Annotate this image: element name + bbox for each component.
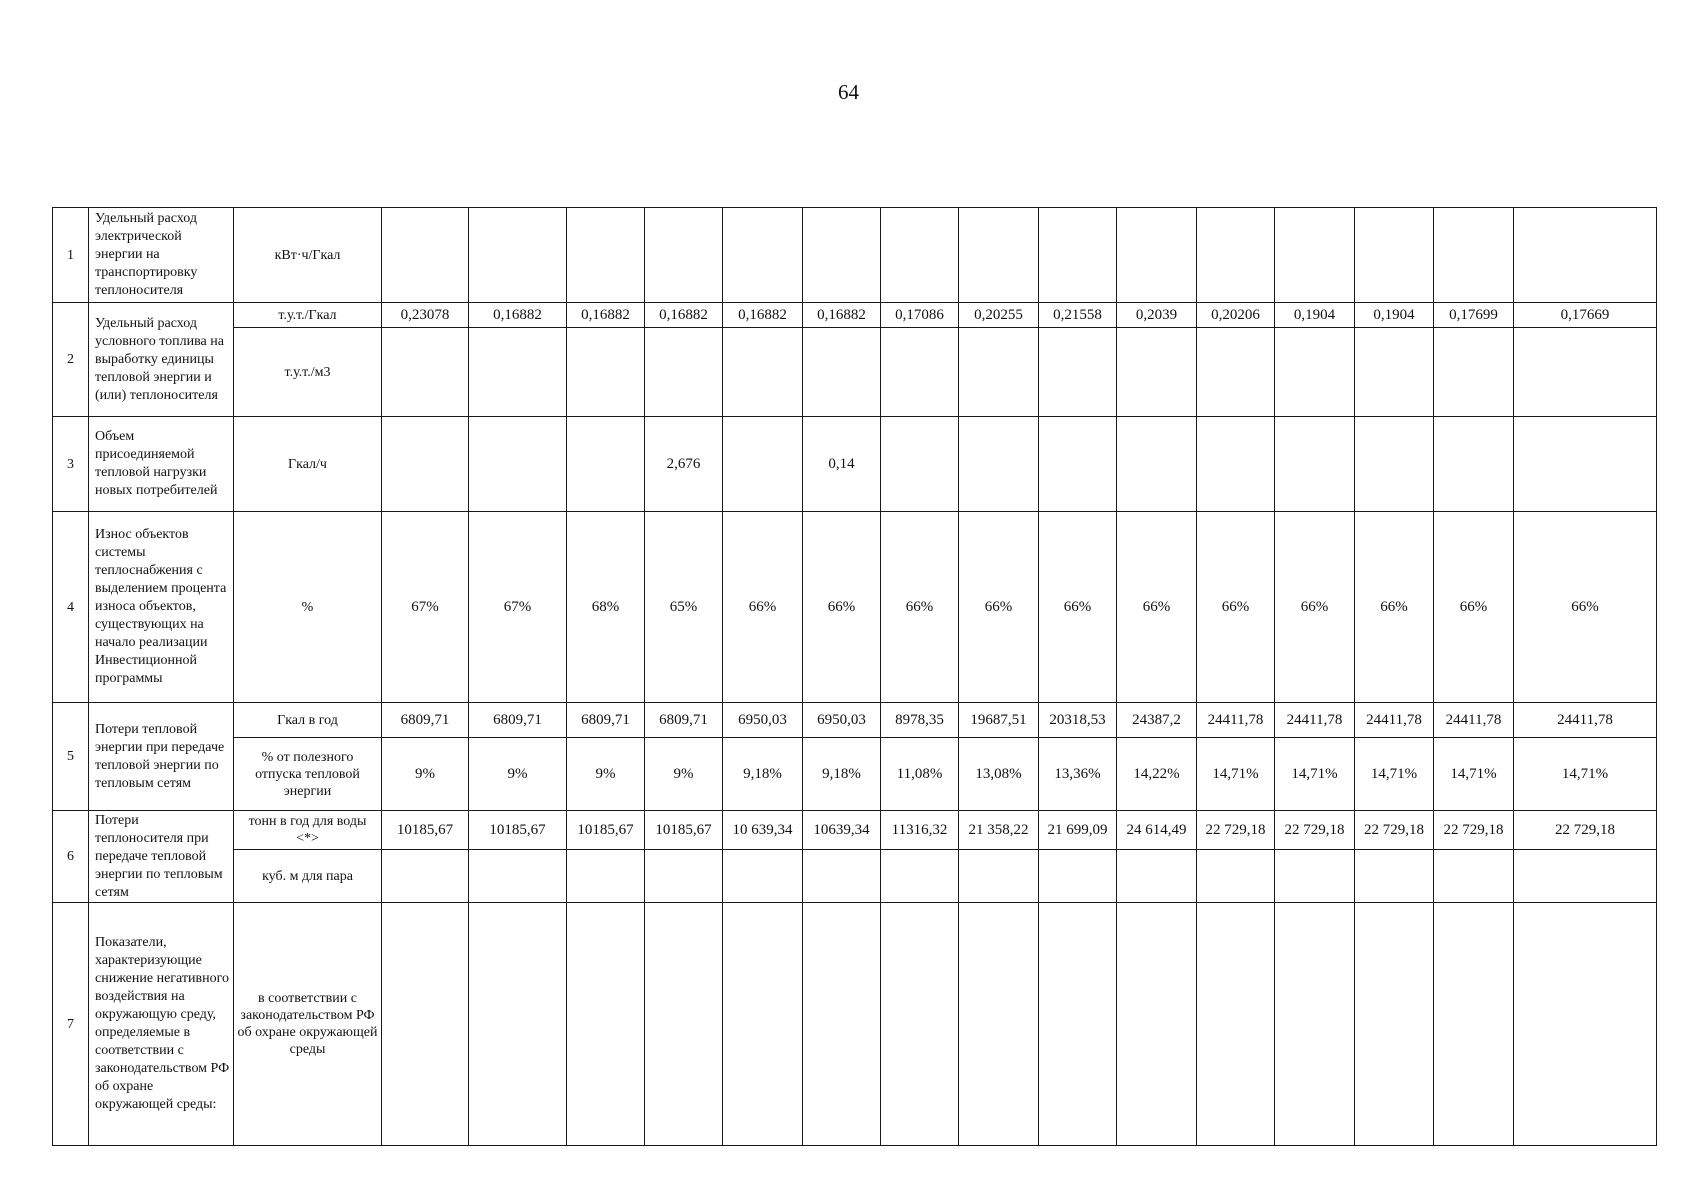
value-cell bbox=[645, 208, 723, 303]
unit-cell: Гкал/ч bbox=[234, 417, 382, 512]
value-cell bbox=[723, 328, 803, 417]
value-cell bbox=[1117, 208, 1197, 303]
value-cell: 9% bbox=[469, 738, 567, 811]
value-cell bbox=[1514, 208, 1657, 303]
value-cell: 14,71% bbox=[1275, 738, 1355, 811]
value-cell: 10185,67 bbox=[567, 811, 645, 850]
value-cell: 0,20206 bbox=[1197, 303, 1275, 328]
value-cell bbox=[1197, 328, 1275, 417]
value-cell: 0,16882 bbox=[567, 303, 645, 328]
value-cell: 11,08% bbox=[881, 738, 959, 811]
value-cell bbox=[723, 850, 803, 903]
table-row bbox=[53, 703, 1657, 738]
value-cell: 6950,03 bbox=[723, 703, 803, 738]
value-cell bbox=[382, 850, 469, 903]
value-cell: 22 729,18 bbox=[1514, 811, 1657, 850]
row-number: 5 bbox=[53, 703, 89, 811]
value-cell bbox=[1275, 850, 1355, 903]
value-cell bbox=[1039, 850, 1117, 903]
value-cell: 11316,32 bbox=[881, 811, 959, 850]
value-cell: 24411,78 bbox=[1434, 703, 1514, 738]
table-row bbox=[53, 417, 1657, 512]
value-cell bbox=[567, 328, 645, 417]
value-cell: 10185,67 bbox=[382, 811, 469, 850]
value-cell: 14,71% bbox=[1355, 738, 1434, 811]
value-cell bbox=[959, 903, 1039, 1146]
value-cell: 66% bbox=[881, 512, 959, 703]
value-cell: 21 358,22 bbox=[959, 811, 1039, 850]
indicator-name: Удельный расход электрической энергии на транспортировку теплоносителя bbox=[89, 208, 234, 303]
value-cell bbox=[1514, 417, 1657, 512]
value-cell bbox=[881, 417, 959, 512]
value-cell: 24411,78 bbox=[1275, 703, 1355, 738]
value-cell: 66% bbox=[803, 512, 881, 703]
value-cell: 24411,78 bbox=[1355, 703, 1434, 738]
value-cell bbox=[881, 328, 959, 417]
value-cell: 10 639,34 bbox=[723, 811, 803, 850]
value-cell bbox=[382, 417, 469, 512]
value-cell: 21 699,09 bbox=[1039, 811, 1117, 850]
value-cell bbox=[469, 850, 567, 903]
unit-cell: Гкал в год bbox=[234, 703, 382, 738]
value-cell: 19687,51 bbox=[959, 703, 1039, 738]
value-cell: 0,1904 bbox=[1275, 303, 1355, 328]
value-cell bbox=[567, 208, 645, 303]
value-cell bbox=[567, 903, 645, 1146]
row-number: 3 bbox=[53, 417, 89, 512]
value-cell: 9% bbox=[567, 738, 645, 811]
value-cell bbox=[469, 328, 567, 417]
value-cell bbox=[1355, 903, 1434, 1146]
value-cell: 10639,34 bbox=[803, 811, 881, 850]
value-cell bbox=[803, 903, 881, 1146]
value-cell: 9% bbox=[645, 738, 723, 811]
value-cell bbox=[959, 417, 1039, 512]
unit-cell: % bbox=[234, 512, 382, 703]
value-cell bbox=[1434, 417, 1514, 512]
value-cell bbox=[881, 208, 959, 303]
value-cell: 66% bbox=[1197, 512, 1275, 703]
value-cell: 66% bbox=[1355, 512, 1434, 703]
value-cell bbox=[1514, 328, 1657, 417]
value-cell: 6809,71 bbox=[567, 703, 645, 738]
value-cell: 6950,03 bbox=[803, 703, 881, 738]
value-cell bbox=[382, 903, 469, 1146]
value-cell bbox=[803, 328, 881, 417]
value-cell bbox=[723, 417, 803, 512]
value-cell: 6809,71 bbox=[382, 703, 469, 738]
value-cell: 0,17699 bbox=[1434, 303, 1514, 328]
value-cell bbox=[1434, 328, 1514, 417]
value-cell: 0,16882 bbox=[723, 303, 803, 328]
value-cell bbox=[803, 850, 881, 903]
value-cell bbox=[1197, 208, 1275, 303]
value-cell bbox=[1275, 903, 1355, 1146]
value-cell bbox=[1514, 850, 1657, 903]
value-cell bbox=[469, 208, 567, 303]
indicator-name: Объем присоединяемой тепловой нагрузки новых потребителей bbox=[89, 417, 234, 512]
value-cell bbox=[1117, 328, 1197, 417]
value-cell: 24411,78 bbox=[1514, 703, 1657, 738]
value-cell: 10185,67 bbox=[469, 811, 567, 850]
value-cell bbox=[567, 850, 645, 903]
value-cell: 0,20255 bbox=[959, 303, 1039, 328]
value-cell: 67% bbox=[469, 512, 567, 703]
value-cell: 66% bbox=[1514, 512, 1657, 703]
value-cell bbox=[382, 208, 469, 303]
value-cell: 67% bbox=[382, 512, 469, 703]
indicator-name: Потери теплоносителя при передаче тепловой энергии по тепловым сетям bbox=[89, 811, 234, 903]
value-cell: 66% bbox=[1275, 512, 1355, 703]
value-cell: 0,16882 bbox=[803, 303, 881, 328]
value-cell bbox=[645, 903, 723, 1146]
indicator-name: Потери тепловой энергии при передаче тепловой энергии по тепловым сетям bbox=[89, 703, 234, 811]
unit-cell: т.у.т./м3 bbox=[234, 328, 382, 417]
table-row bbox=[53, 903, 1657, 1146]
table-row bbox=[53, 738, 1657, 811]
value-cell: 66% bbox=[1117, 512, 1197, 703]
value-cell: 24411,78 bbox=[1197, 703, 1275, 738]
value-cell bbox=[469, 417, 567, 512]
value-cell bbox=[645, 850, 723, 903]
indicator-name: Износ объектов системы теплоснабжения с выделением процента износа объектов, существующих на начало реализации Инвестиционной программы bbox=[89, 512, 234, 703]
value-cell: 6809,71 bbox=[645, 703, 723, 738]
value-cell bbox=[1355, 208, 1434, 303]
value-cell: 0,16882 bbox=[645, 303, 723, 328]
unit-cell: тонн в год для воды <*> bbox=[234, 811, 382, 850]
value-cell bbox=[469, 903, 567, 1146]
value-cell: 0,14 bbox=[803, 417, 881, 512]
value-cell: 22 729,18 bbox=[1197, 811, 1275, 850]
value-cell bbox=[1434, 903, 1514, 1146]
value-cell bbox=[959, 850, 1039, 903]
row-number: 7 bbox=[53, 903, 89, 1146]
value-cell: 66% bbox=[1039, 512, 1117, 703]
value-cell bbox=[1514, 903, 1657, 1146]
value-cell bbox=[881, 850, 959, 903]
unit-cell: в соответствии с законодательством РФ об охране окружающей среды bbox=[234, 903, 382, 1146]
value-cell: 14,71% bbox=[1514, 738, 1657, 811]
value-cell bbox=[1039, 208, 1117, 303]
value-cell bbox=[1355, 850, 1434, 903]
indicators-table bbox=[52, 207, 1657, 1146]
value-cell: 66% bbox=[1434, 512, 1514, 703]
value-cell: 0,17669 bbox=[1514, 303, 1657, 328]
row-number: 6 bbox=[53, 811, 89, 903]
value-cell: 66% bbox=[959, 512, 1039, 703]
value-cell bbox=[1355, 328, 1434, 417]
value-cell bbox=[723, 208, 803, 303]
value-cell: 9% bbox=[382, 738, 469, 811]
table-row bbox=[53, 328, 1657, 417]
value-cell bbox=[1197, 850, 1275, 903]
value-cell bbox=[1275, 417, 1355, 512]
value-cell bbox=[959, 208, 1039, 303]
value-cell: 13,36% bbox=[1039, 738, 1117, 811]
value-cell: 24387,2 bbox=[1117, 703, 1197, 738]
value-cell bbox=[1039, 328, 1117, 417]
indicator-name: Показатели, характеризующие снижение негативного воздействия на окружающую среду, определяемые в соответствии с законодательством РФ об охране окружающей среды: bbox=[89, 903, 234, 1146]
value-cell bbox=[1117, 417, 1197, 512]
table-row bbox=[53, 512, 1657, 703]
value-cell bbox=[1039, 417, 1117, 512]
value-cell bbox=[1117, 903, 1197, 1146]
value-cell bbox=[1434, 850, 1514, 903]
value-cell bbox=[1355, 417, 1434, 512]
value-cell: 6809,71 bbox=[469, 703, 567, 738]
value-cell bbox=[1197, 417, 1275, 512]
value-cell: 66% bbox=[723, 512, 803, 703]
value-cell: 2,676 bbox=[645, 417, 723, 512]
value-cell bbox=[959, 328, 1039, 417]
value-cell: 22 729,18 bbox=[1275, 811, 1355, 850]
value-cell: 68% bbox=[567, 512, 645, 703]
table-row bbox=[53, 811, 1657, 850]
value-cell: 0,2039 bbox=[1117, 303, 1197, 328]
value-cell bbox=[1275, 208, 1355, 303]
row-number: 2 bbox=[53, 303, 89, 417]
unit-cell: % от полезного отпуска тепловой энергии bbox=[234, 738, 382, 811]
value-cell bbox=[881, 903, 959, 1146]
value-cell: 0,16882 bbox=[469, 303, 567, 328]
unit-cell: т.у.т./Гкал bbox=[234, 303, 382, 328]
value-cell: 0,1904 bbox=[1355, 303, 1434, 328]
value-cell bbox=[567, 417, 645, 512]
value-cell: 14,71% bbox=[1197, 738, 1275, 811]
value-cell: 0,23078 bbox=[382, 303, 469, 328]
row-number: 1 bbox=[53, 208, 89, 303]
value-cell: 22 729,18 bbox=[1434, 811, 1514, 850]
value-cell bbox=[382, 328, 469, 417]
value-cell: 9,18% bbox=[803, 738, 881, 811]
value-cell: 0,17086 bbox=[881, 303, 959, 328]
table-row bbox=[53, 208, 1657, 303]
value-cell: 14,71% bbox=[1434, 738, 1514, 811]
value-cell bbox=[1434, 208, 1514, 303]
value-cell bbox=[1275, 328, 1355, 417]
value-cell: 14,22% bbox=[1117, 738, 1197, 811]
value-cell: 13,08% bbox=[959, 738, 1039, 811]
table-row bbox=[53, 303, 1657, 328]
value-cell bbox=[723, 903, 803, 1146]
unit-cell: куб. м для пара bbox=[234, 850, 382, 903]
unit-cell: кВт·ч/Гкал bbox=[234, 208, 382, 303]
value-cell: 0,21558 bbox=[1039, 303, 1117, 328]
row-number: 4 bbox=[53, 512, 89, 703]
page-number: 64 bbox=[838, 80, 859, 104]
value-cell bbox=[645, 328, 723, 417]
value-cell bbox=[1197, 903, 1275, 1146]
value-cell bbox=[1039, 903, 1117, 1146]
value-cell bbox=[1117, 850, 1197, 903]
value-cell: 65% bbox=[645, 512, 723, 703]
value-cell: 9,18% bbox=[723, 738, 803, 811]
value-cell: 10185,67 bbox=[645, 811, 723, 850]
table-row bbox=[53, 850, 1657, 903]
value-cell: 22 729,18 bbox=[1355, 811, 1434, 850]
value-cell: 24 614,49 bbox=[1117, 811, 1197, 850]
value-cell: 20318,53 bbox=[1039, 703, 1117, 738]
indicator-name: Удельный расход условного топлива на выработку единицы тепловой энергии и (или) теплоносителя bbox=[89, 303, 234, 417]
value-cell: 8978,35 bbox=[881, 703, 959, 738]
value-cell bbox=[803, 208, 881, 303]
